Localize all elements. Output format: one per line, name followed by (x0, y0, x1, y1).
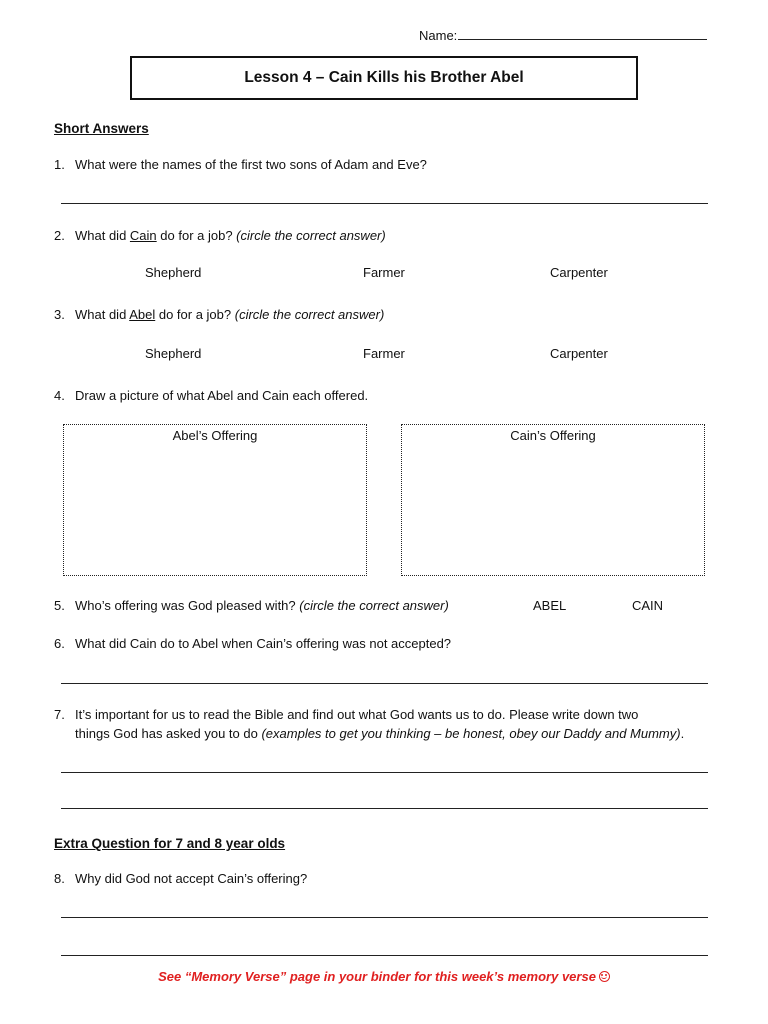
question-number: 7. (54, 707, 65, 722)
question-number: 6. (54, 636, 65, 651)
option-shepherd[interactable]: Shepherd (145, 265, 202, 280)
question-text: What did Cain do to Abel when Cain’s offering was not accepted? (75, 636, 452, 651)
question-text: Why did God not accept Cain’s offering? (75, 871, 308, 886)
name-field (419, 27, 707, 43)
answer-line[interactable] (61, 955, 708, 956)
question-hint: (circle the correct answer) (299, 598, 449, 613)
question-number: 1. (54, 157, 65, 172)
drawing-box-label: Cain’s Offering (510, 428, 596, 443)
question-7-continued (75, 726, 684, 741)
drawing-box-label: Abel’s Offering (172, 428, 258, 443)
question-hint: (circle the correct answer) (234, 307, 385, 322)
name-label: Name: (419, 28, 458, 43)
question-text: do for a job? (155, 307, 235, 322)
question-text: . (680, 726, 685, 741)
question-3 (54, 307, 384, 322)
answer-line[interactable] (61, 203, 708, 204)
drawing-box-abel[interactable] (63, 424, 367, 576)
question-text: Who’s offering was God pleased with? (75, 598, 300, 613)
question-hint: (examples to get you thinking – be honest, obey our Daddy and Mummy) (261, 726, 681, 741)
question-number: 2. (54, 228, 65, 243)
lesson-title-box (130, 56, 638, 100)
question-text: things God has asked you to do (75, 726, 262, 741)
question-8 (54, 871, 307, 886)
smiley-icon (599, 971, 610, 982)
question-1 (54, 157, 427, 172)
section-heading-extra-question: Extra Question for 7 and 8 year olds (54, 836, 286, 851)
question-text: What were the names of the first two sons of Adam and Eve? (75, 157, 427, 172)
option-carpenter[interactable]: Carpenter (550, 265, 608, 280)
question-5 (54, 598, 449, 613)
answer-line[interactable] (61, 772, 708, 773)
option-cain[interactable]: CAIN (632, 598, 664, 613)
memory-verse-text: See “Memory Verse” page in your binder for this week’s memory verse (158, 969, 596, 984)
question-number: 8. (54, 871, 65, 886)
question-7 (54, 707, 638, 722)
question-text: What did (75, 307, 130, 322)
question-subject: Abel (129, 307, 156, 322)
question-number: 5. (54, 598, 65, 613)
option-shepherd[interactable]: Shepherd (145, 346, 202, 361)
question-text: Draw a picture of what Abel and Cain each offered. (75, 388, 369, 403)
question-text: It’s important for us to read the Bible and find out what God wants us to do. Please write down two (75, 707, 639, 722)
question-text: What did (75, 228, 130, 243)
question-4 (54, 388, 368, 403)
question-6 (54, 636, 451, 651)
option-farmer[interactable]: Farmer (363, 346, 405, 361)
option-carpenter[interactable]: Carpenter (550, 346, 608, 361)
option-abel[interactable]: ABEL (533, 598, 567, 613)
question-subject: Cain (129, 228, 157, 243)
question-hint: (circle the correct answer) (236, 228, 386, 243)
drawing-box-cain[interactable] (401, 424, 705, 576)
question-text: do for a job? (156, 228, 237, 243)
answer-line[interactable] (61, 808, 708, 809)
name-line[interactable] (458, 27, 707, 40)
question-2 (54, 228, 386, 243)
memory-verse-note (0, 969, 768, 984)
question-number: 3. (54, 307, 65, 322)
section-heading-short-answers: Short Answers (54, 121, 149, 136)
answer-line[interactable] (61, 917, 708, 918)
answer-line[interactable] (61, 683, 708, 684)
lesson-title: Lesson 4 – Cain Kills his Brother Abel (244, 69, 524, 86)
option-farmer[interactable]: Farmer (363, 265, 405, 280)
question-number: 4. (54, 388, 65, 403)
